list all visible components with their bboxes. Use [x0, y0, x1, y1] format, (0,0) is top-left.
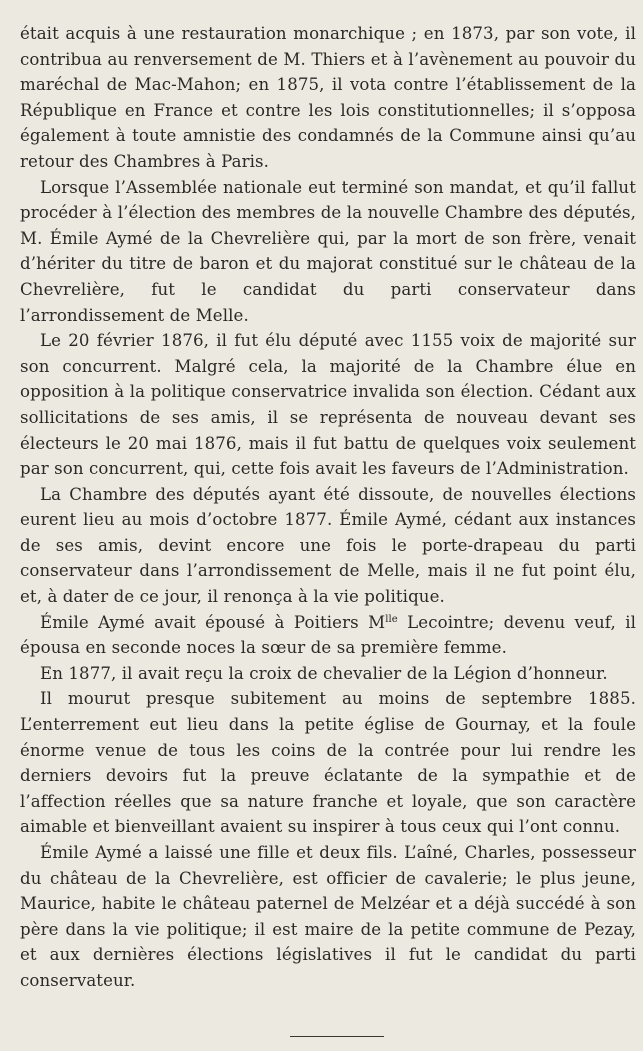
paragraph-8: Émile Aymé a laissé une fille et deux fils. L’aîné, Charles, possesseur du château de la Chevrelière, est officier de cavalerie; le plus jeune, Maurice, habite le château paternel de Melzéar et a déjà succédé à son père dans la vie politique; il est maire de la petite commune de Pezay, et aux dernières élections législatives il fut le candidat du parti conservateur. [20, 843, 636, 990]
paragraph-2: Lorsque l’Assemblée nationale eut terminé son mandat, et qu’il fallut procéder à l’élection des membres de la nouvelle Chambre des députés, M. Émile Aymé de la Chevrelière qui, par la mort de son frère, venait d’hériter du titre de baron et du majorat constitué sur le château de la Chevrelière, fut le candidat du parti conservateur dans l’arrondissement de Melle. [20, 177, 636, 325]
paragraph-4: La Chambre des députés ayant été dissoute, de nouvelles élections eurent lieu au mois d’octobre 1877. Émile Aymé, cédant aux instances de ses amis, devint encore une fois le porte-drapeau du parti conservateur dans l’arrondissement de Melle, mais il ne fut point élu, et, à dater de ce jour, il renonça à la vie politique. [20, 484, 636, 607]
paragraph-1: était acquis à une restauration monarchique ; en 1873, par son vote, il contribua au renversement de M. Thiers et à l’avènement au pouvoir du maréchal de Mac-Mahon; en 1875, il vota contre l’établissement de la République en France et contre les lois constitutionnelles; il s’opposa également à toute amnistie des condamnés de la Commune ainsi qu’au retour des Chambres à Paris. [20, 24, 636, 171]
paragraph-5-tail: Lecointre; devenu veuf, il épousa en seconde noces la sœur de sa première femme. [20, 612, 637, 658]
paragraph-3: Le 20 février 1876, il fut élu député avec 1155 voix de majorité sur son concurrent. Malgré cela, la majorité de la Chambre élue en opposition à la politique conservatrice invalida son élection. Cédant aux sollicitations de ses amis, il se représenta de nouveau devant ses électeurs le 20 mai 1876, mais il fut battu de quelques voix seulement par son concurrent, qui, cette fois avait les faveurs de l’Administration. [20, 331, 636, 479]
paragraph-6: En 1877, il avait reçu la croix de chevalier de la Légion d’honneur. [40, 663, 608, 683]
end-rule [290, 1036, 384, 1037]
paragraph-7: Il mourut presque subitement au moins de septembre 1885. L’enterrement eut lieu dans la petite église de Gournay, et la foule énorme venue de tous les coins de la contrée pour lui rendre les derniers devoirs fut la preuve éclatante de la sympathie et de l’affection réelles que sa nature franche et loyale, que son caractère aimable et bienveillant avaient su inspirer à tous ceux qui l’ont connu. [20, 689, 636, 837]
body-text [20, 21, 636, 994]
paragraph-5-superscript: lle [385, 613, 398, 625]
paragraph-5 [20, 610, 636, 661]
paragraph-5-head: Émile Aymé avait épousé à Poitiers M [40, 612, 386, 632]
